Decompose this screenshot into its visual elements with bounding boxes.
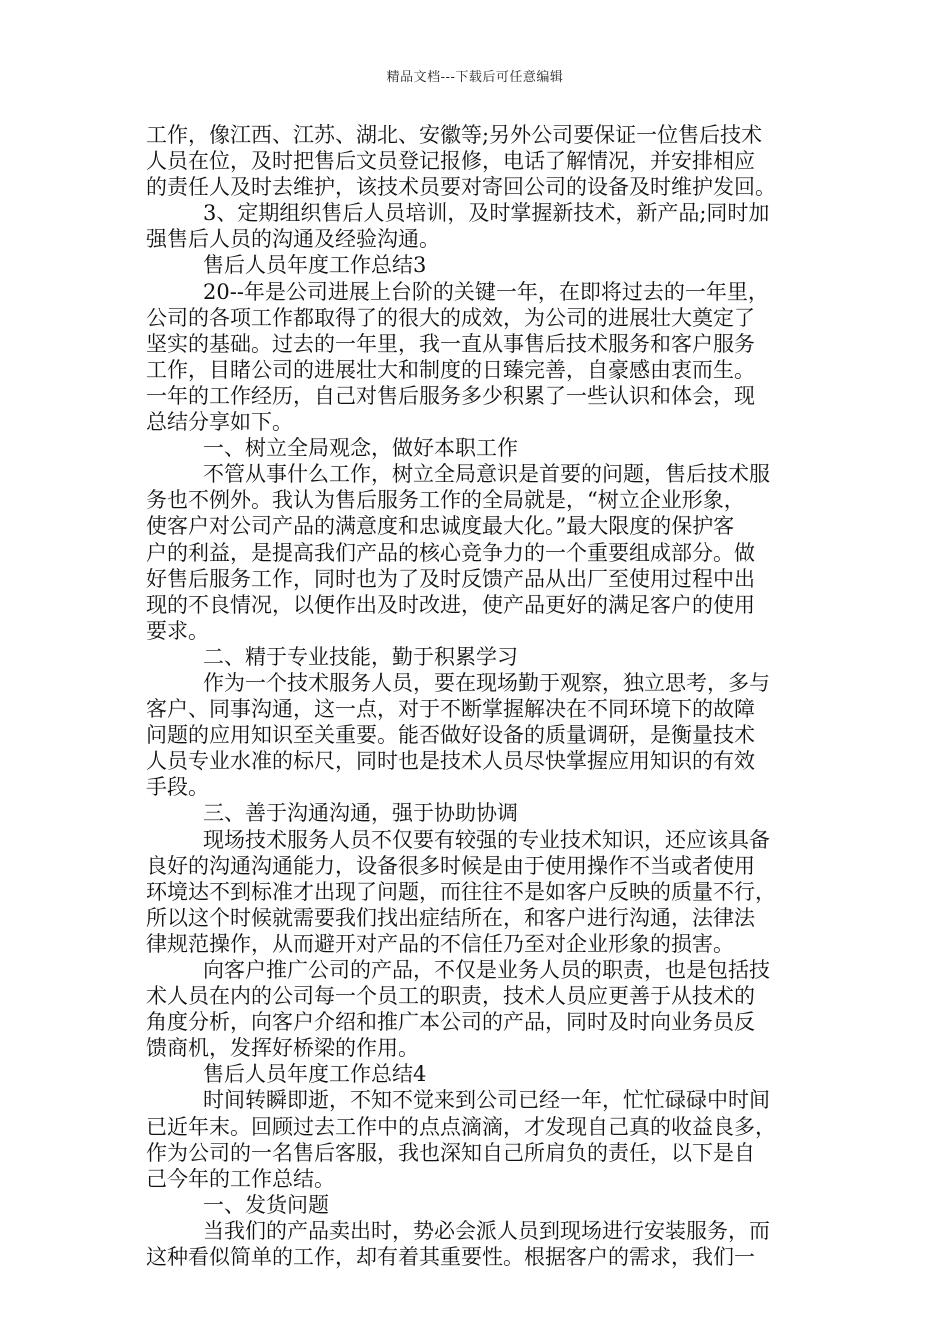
- text-line: 二、精于专业技能，勤于积累学习: [203, 644, 518, 669]
- text-line: 工作，目睹公司的进展壮大和制度的日臻完善，自豪感由衷而生。: [146, 357, 755, 382]
- text-line: 人员专业水准的标尺，同时也是技术人员尽快掌握应用知识的有效: [146, 749, 755, 774]
- text-line: 工作，像江西、江苏、湖北、安徽等;另外公司要保证一位售后技术: [146, 123, 763, 147]
- text-line: 良好的沟通沟通能力，设备很多时候是由于使用操作不当或者使用: [146, 853, 755, 878]
- text-line: 好售后服务工作，同时也为了及时反馈产品从出厂至使用过程中出: [146, 566, 755, 591]
- text-line: 这种看似简单的工作，却有着其重要性。根据客户的需求，我们一: [146, 1245, 755, 1270]
- text-line: 环境达不到标准才出现了问题，而往往不是如客户反映的质量不行，: [146, 879, 776, 904]
- document-body: [146, 122, 810, 1270]
- text-line: 术人员在内的公司每一个员工的职责，技术人员应更善于从技术的: [146, 984, 755, 1009]
- text-line: 已近年末。回顾过去工作中的点点滴滴，才发现自己真的收益良多，: [146, 1114, 776, 1139]
- text-line: 问题的应用知识至关重要。能否做好设备的质量调研，是衡量技术: [146, 723, 755, 748]
- text-line: 总结分享如下。: [146, 410, 293, 435]
- text-line: 向客户推广公司的产品，不仅是业务人员的职责，也是包括技: [203, 958, 770, 982]
- text-line: 3、定期组织售后人员培训，及时掌握新技术，新产品;同时加: [203, 201, 770, 226]
- text-line: 户的利益，是提高我们产品的核心竞争力的一个重要组成部分。做: [146, 540, 755, 565]
- text-line: 要求。: [146, 618, 209, 643]
- text-line: 作为一个技术服务人员，要在现场勤于观察，独立思考，多与: [203, 670, 770, 695]
- text-line: 一、发货问题: [203, 1192, 329, 1217]
- text-line: 所以这个时候就需要我们找出症结所在，和客户进行沟通，法律法: [146, 905, 755, 930]
- text-line: 三、善于沟通沟通，强于协助协调: [203, 801, 518, 826]
- text-line: 务也不例外。我认为售后服务工作的全局就是，“树立企业形象，: [146, 488, 745, 513]
- text-line: 售后人员年度工作总结4: [203, 1062, 427, 1087]
- text-line: 客户、同事沟通，这一点，对于不断掌握解决在不同环境下的故障: [146, 697, 755, 722]
- header-note: 精品文档---下载后可任意编辑: [386, 70, 564, 85]
- text-line: 使客户对公司产品的满意度和忠诚度最大化。”最大限度的保护客: [146, 514, 735, 539]
- text-line: 现场技术服务人员不仅要有较强的专业技术知识，还应该具备: [203, 827, 770, 852]
- text-line: 人员在位，及时把售后文员登记报修，电话了解情况，并安排相应: [146, 149, 755, 174]
- text-line: 手段。: [146, 775, 209, 800]
- text-line: 强售后人员的沟通及经验沟通。: [146, 227, 440, 252]
- text-line: 角度分析，向客户介绍和推广本公司的产品，同时及时向业务员反: [146, 1010, 755, 1035]
- text-line: 坚实的基础。过去的一年里，我一直从事售后技术服务和客户服务: [146, 331, 755, 356]
- text-line: 一、树立全局观念，做好本职工作: [203, 436, 518, 461]
- text-line: 时间转瞬即逝，不知不觉来到公司已经一年，忙忙碌碌中时间: [203, 1088, 770, 1113]
- text-line: 售后人员年度工作总结3: [203, 253, 427, 278]
- text-line: 不管从事什么工作，树立全局意识是首要的问题，售后技术服: [203, 462, 770, 487]
- text-line: 一年的工作经历，自己对售后服务多少积累了一些认识和体会，现: [146, 383, 755, 408]
- text-line: 己今年的工作总结。: [146, 1166, 335, 1191]
- text-line: 作为公司的一名售后客服，我也深知自己所肩负的责任，以下是自: [146, 1140, 755, 1165]
- text-line: 现的不良情况，以便作出及时改进，使产品更好的满足客户的使用: [146, 592, 755, 617]
- text-line: 馈商机，发挥好桥梁的作用。: [146, 1036, 419, 1061]
- text-line: 20--年是公司进展上台阶的关键一年，在即将过去的一年里，: [203, 279, 769, 304]
- text-line: 公司的各项工作都取得了的很大的成效，为公司的进展壮大奠定了: [146, 305, 755, 330]
- text-line: 律规范操作，从而避开对产品的不信任乃至对企业形象的损害。: [146, 931, 734, 956]
- text-line: 当我们的产品卖出时，势必会派人员到现场进行安装服务，而: [203, 1218, 770, 1243]
- text-line: 的责任人及时去维护，该技术员要对寄回公司的设备及时维护发回。: [146, 175, 776, 200]
